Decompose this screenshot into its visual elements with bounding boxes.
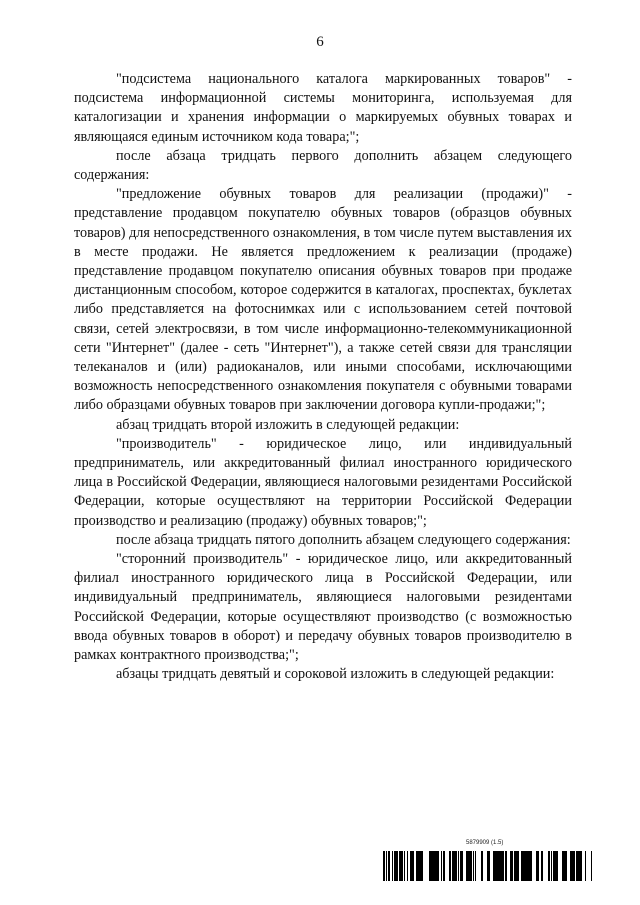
paragraph: "сторонний производитель" - юридическое лицо, или аккредитованный филиал иностранного юридического лица в Российской Федерации, или индивидуальный предприниматель, являющиеся налоговыми резидентами Российской Федерации, которые осуществляют производство (с возможностью ввода обувных товаров в оборот) и передачу обувных товаров производителю в рамках контрактного производства;";	[74, 551, 572, 664]
document-body	[74, 70, 572, 685]
paragraph: абзацы тридцать девятый и сороковой изложить в следующей редакции:	[116, 666, 555, 683]
paragraph: "подсистема национального каталога маркированных товаров" - подсистема информационной системы мониторинга, используемая для каталогизации и хранения информации о маркируемых обувных товарах и являющаяся единым источником кода товара;";	[74, 71, 572, 145]
paragraph: после абзаца тридцать пятого дополнить абзацем следующего содержания:	[116, 531, 571, 548]
page-number: 6	[316, 34, 324, 50]
barcode-block	[382, 840, 592, 883]
barcode-label: 5879909 (1.5)	[466, 840, 504, 846]
paragraph: абзац тридцать второй изложить в следующей редакции:	[116, 416, 460, 433]
paragraph: после абзаца тридцать первого дополнить абзацем следующего содержания:	[74, 147, 572, 184]
paragraph: "производитель" - юридическое лицо, или индивидуальный предприниматель, или аккредитованный филиал иностранного юридического лица в Российской Федерации, являющиеся налоговыми резидентами Российской Федерации, которые осуществляют на территории Российской Федерации производство и реализацию (продажу) обувных товаров;";	[74, 435, 572, 529]
paragraph: "предложение обувных товаров для реализации (продажи)" - представление продавцом покупателю обувных товаров (образцов обувных товаров) для непосредственного ознакомления, в том числе путем выставления их в месте продажи. Не является предложением к реализации (продаже) представление продавцом покупателю описания обувных товаров при продаже дистанционным способом, которое содержится в каталогах, проспектах, буклетах либо представляется на фотоснимках или с использованием сетей почтовой связи, сетей электросвязи, в том числе информационно-телекоммуникационной сети "Интернет" (далее - сеть "Интернет"), а также сетей связи для трансляции телеканалов и (или) радиоканалов, или иными способами, исключающими возможность непосредственного ознакомления покупателя с обувными товарами либо образцами обувных товаров при заключении договора купли-продажи;";	[74, 186, 572, 414]
barcode-icon	[382, 851, 592, 881]
